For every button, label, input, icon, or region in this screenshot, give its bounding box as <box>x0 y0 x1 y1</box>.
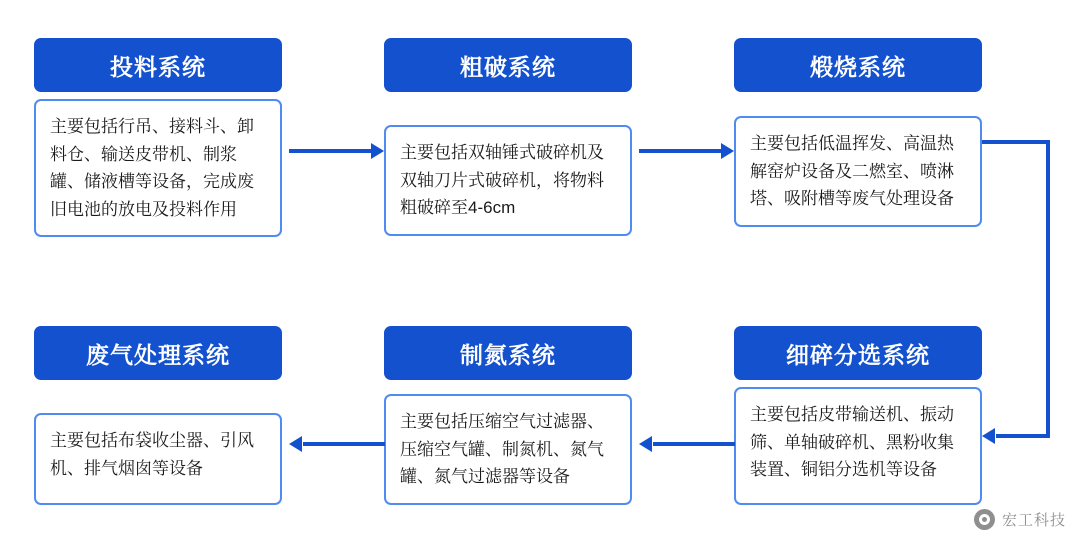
arrow-head-left-icon <box>639 436 652 452</box>
flow-node-body: 主要包括低温挥发、高温热解窑炉设备及二燃室、喷淋塔、吸附槽等废气处理设备 <box>734 116 982 227</box>
flow-node-nitrogen-production-system[interactable] <box>384 326 632 505</box>
arrow-head-left-icon <box>982 428 995 444</box>
flow-node-body: 主要包括双轴锤式破碎机及双轴刀片式破碎机，将物料粗破碎至4-6cm <box>384 125 632 236</box>
flow-arrow-nitrogen-to-waste-gas <box>289 436 385 452</box>
watermark-text: 宏工科技 <box>1001 512 1066 529</box>
arrow-head-left-icon <box>289 436 302 452</box>
flow-node-coarse-crushing-system[interactable] <box>384 38 632 236</box>
flow-node-title: 投料系统 <box>34 38 282 92</box>
flow-arrow-fine-crushing-to-nitrogen <box>639 436 735 452</box>
arrow-line <box>653 442 735 446</box>
flow-node-title: 煅烧系统 <box>734 38 982 92</box>
flow-arrow-feeding-to-coarse-crushing <box>289 143 385 159</box>
flow-node-body: 主要包括布袋收尘器、引风机、排气烟囱等设备 <box>34 413 282 505</box>
camera-lens-icon <box>974 509 995 530</box>
arrow-line <box>639 149 721 153</box>
flow-arrow-coarse-crushing-to-calcination <box>639 143 735 159</box>
flow-node-body: 主要包括行吊、接料斗、卸料仓、输送皮带机、制浆罐、储液槽等设备，完成废旧电池的放电及投料作用 <box>34 99 282 237</box>
arrow-line-right <box>1046 140 1050 438</box>
arrow-head-right-icon <box>371 143 384 159</box>
flow-arrow-calcination-to-fine-crushing <box>982 140 1064 452</box>
flow-node-fine-crushing-sorting-system[interactable] <box>734 326 982 505</box>
flow-node-calcination-system[interactable] <box>734 38 982 227</box>
flow-node-waste-gas-treatment-system[interactable] <box>34 326 282 505</box>
arrow-line <box>303 442 385 446</box>
arrow-line <box>289 149 371 153</box>
flow-node-title: 废气处理系统 <box>34 326 282 380</box>
flow-node-title: 粗破系统 <box>384 38 632 92</box>
watermark <box>974 509 1066 530</box>
arrow-line-bottom <box>996 434 1050 438</box>
arrow-head-right-icon <box>721 143 734 159</box>
flow-node-title: 制氮系统 <box>384 326 632 380</box>
flow-node-body: 主要包括皮带输送机、振动筛、单轴破碎机、黑粉收集装置、铜铝分选机等设备 <box>734 387 982 505</box>
flow-node-body: 主要包括压缩空气过滤器、压缩空气罐、制氮机、氮气罐、氮气过滤器等设备 <box>384 394 632 505</box>
flow-node-title: 细碎分选系统 <box>734 326 982 380</box>
flow-node-feeding-system[interactable] <box>34 38 282 237</box>
arrow-line-top <box>982 140 1050 144</box>
